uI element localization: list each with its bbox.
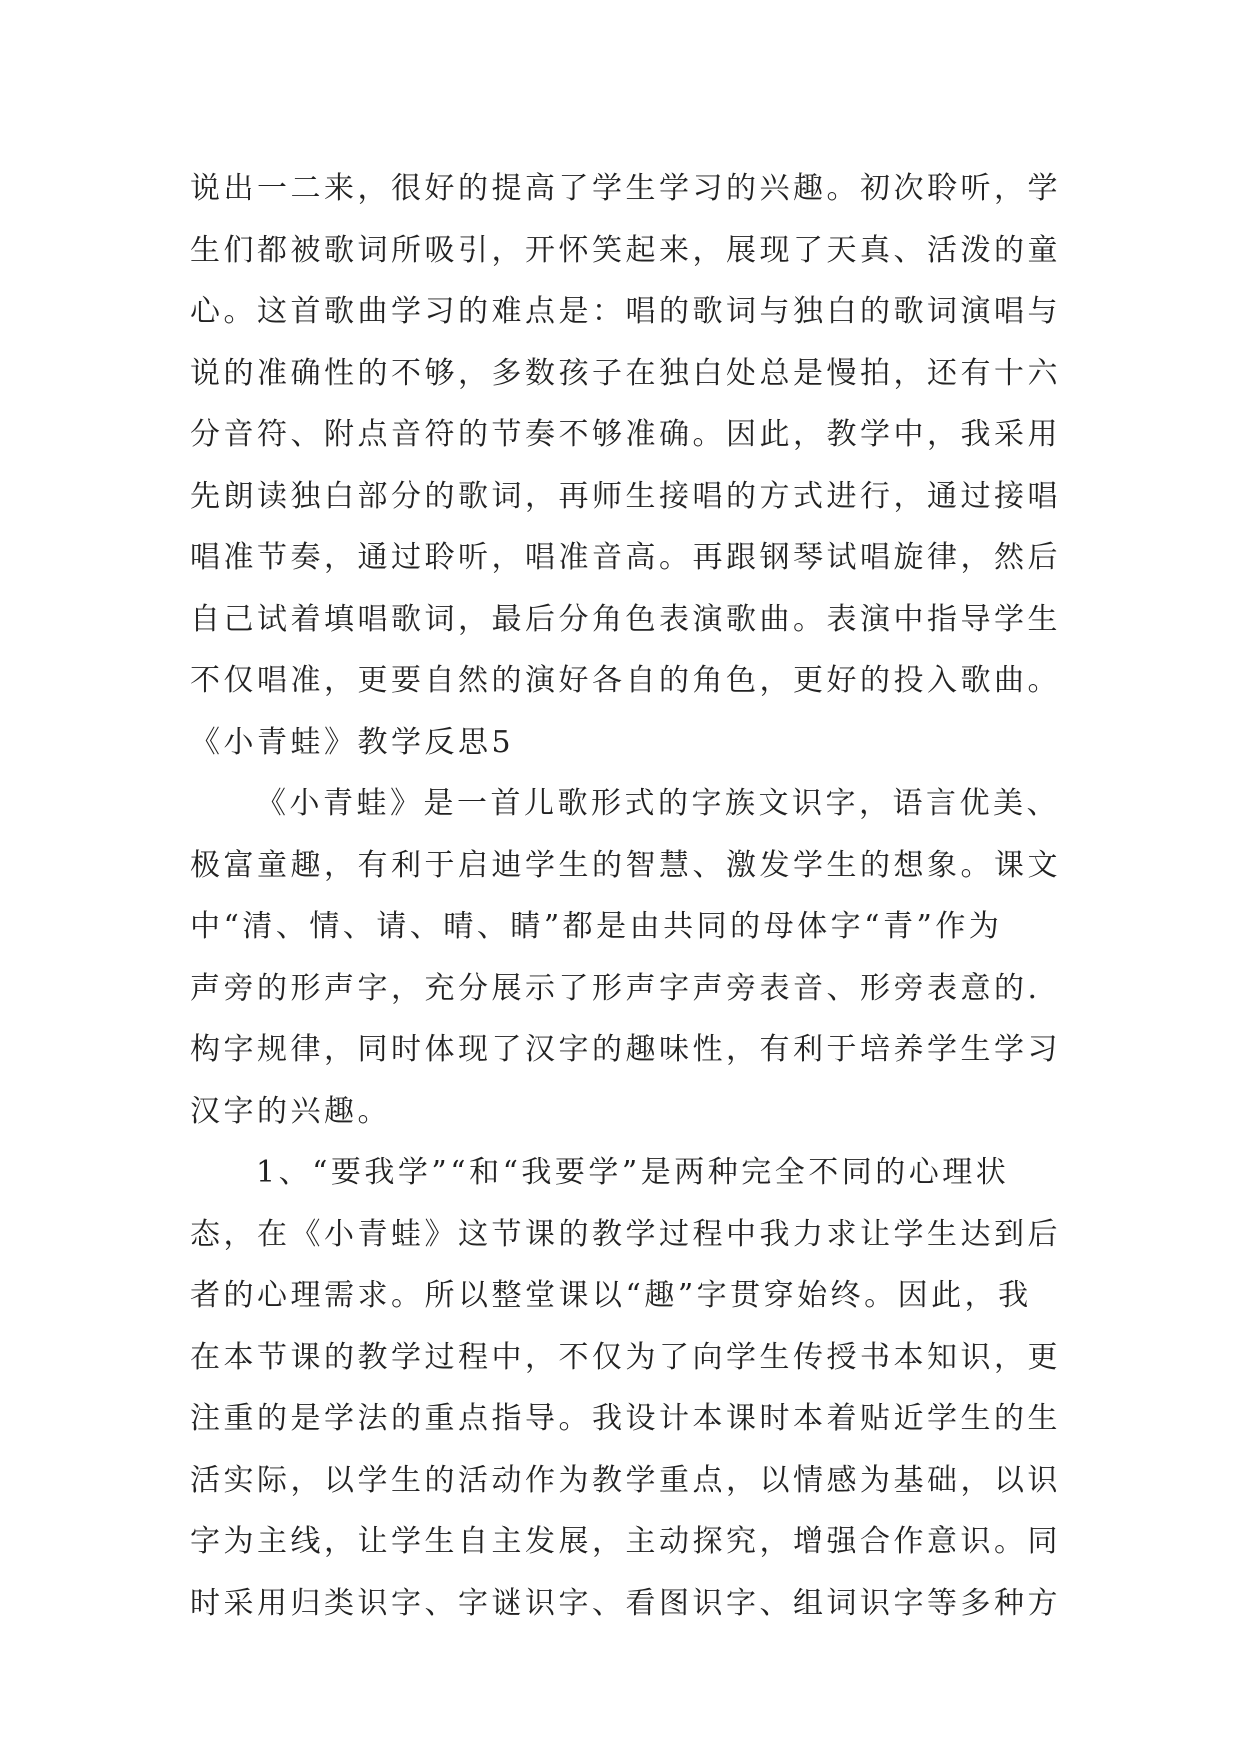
text-line: 字为主线，让学生自主发展，主动探究，增强合作意识。同 [190, 1524, 1061, 1559]
text-line: 分音符、附点音符的节奏不够准确。因此，教学中，我采用 [190, 417, 1061, 452]
text-line: 中“清、情、请、晴、睛”都是由共同的母体字“青”作为 [190, 909, 1003, 944]
text-line: 先朗读独白部分的歌词，再师生接唱的方式进行，通过接唱 [190, 478, 1061, 514]
text-line: 态，在《小青蛙》这节课的教学过程中我力求让学生达到后 [190, 1216, 1061, 1252]
paragraph-2 [190, 773, 1070, 1142]
document-page [190, 158, 1070, 1634]
paragraph-1 [190, 158, 1070, 712]
text-line: 说的准确性的不够，多数孩子在独白处总是慢拍，还有十六 [190, 355, 1061, 391]
text-line: 声旁的形声字，充分展示了形声字声旁表音、形旁表意的. [190, 970, 1041, 1006]
text-line: 时采用归类识字、字谜识字、看图识字、组词识字等多种方 [190, 1585, 1061, 1621]
text-line: 说出一二来，很好的提高了学生学习的兴趣。初次聆听，学 [190, 171, 1061, 206]
text-line: 1、“要我学”“和“我要学”是两种完全不同的心理状 [256, 1155, 1010, 1190]
text-line: 自己试着填唱歌词，最后分角色表演歌曲。表演中指导学生 [190, 601, 1061, 637]
text-line: 注重的是学法的重点指导。我设计本课时本着贴近学生的生 [190, 1401, 1061, 1436]
text-line: 汉字的兴趣。 [190, 1093, 391, 1129]
text-line: 生们都被歌词所吸引，开怀笑起来，展现了天真、活泼的童 [190, 232, 1061, 268]
text-line: 在本节课的教学过程中，不仅为了向学生传授书本知识，更 [190, 1339, 1061, 1375]
text-line: 极富童趣，有利于启迪学生的智慧、激发学生的想象。课文 [190, 847, 1061, 883]
section-title: 《小青蛙》教学反思5 [190, 724, 515, 760]
paragraph-3 [190, 1142, 1070, 1634]
text-line: 者的心理需求。所以整堂课以“趣”字贯穿始终。因此，我 [190, 1278, 1032, 1313]
text-line: 心。这首歌曲学习的难点是：唱的歌词与独白的歌词演唱与 [190, 294, 1061, 329]
text-line: 不仅唱准，更要自然的演好各自的角色，更好的投入歌曲。 [190, 663, 1061, 698]
text-line: 活实际，以学生的活动作为教学重点，以情感为基础，以识 [190, 1462, 1061, 1498]
text-line: 唱准节奏，通过聆听，唱准音高。再跟钢琴试唱旋律，然后 [190, 540, 1061, 575]
text-line: 构字规律，同时体现了汉字的趣味性，有利于培养学生学习 [190, 1032, 1061, 1067]
text-line: 《小青蛙》是一首儿歌形式的字族文识字，语言优美、 [256, 786, 1060, 821]
